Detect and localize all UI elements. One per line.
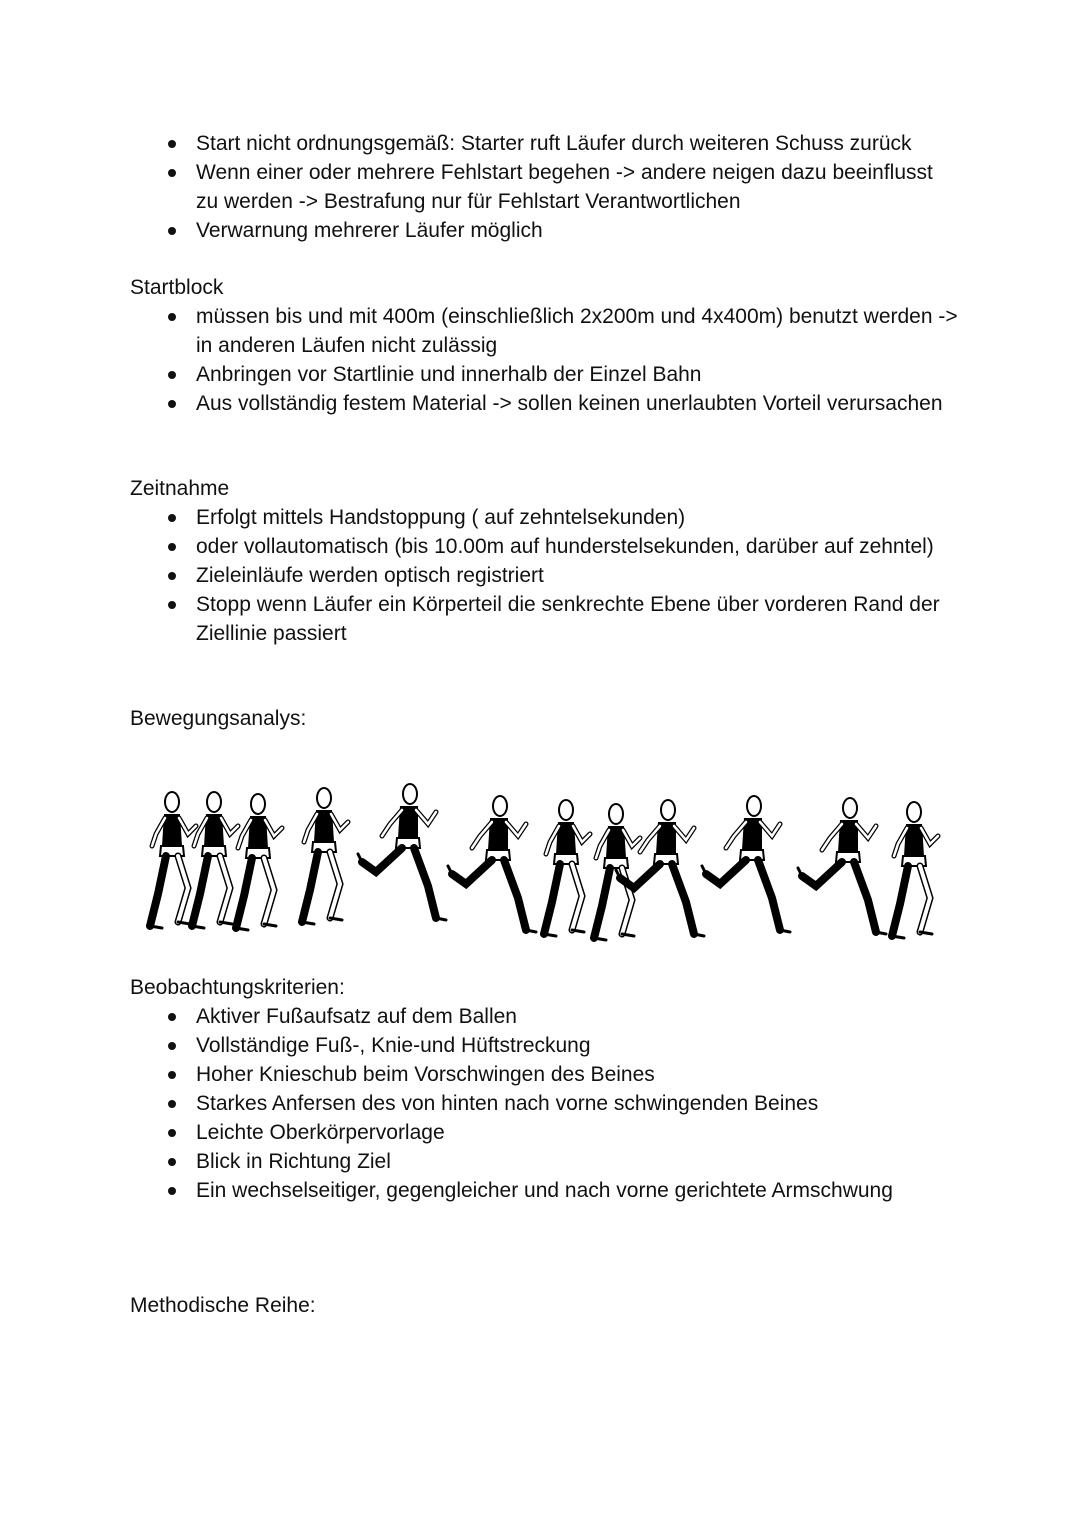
runner-figure xyxy=(236,794,282,930)
list-item: Aktiver Fußaufsatz auf dem Ballen xyxy=(130,1002,960,1031)
methodik-heading: Methodische Reihe: xyxy=(130,1294,316,1317)
startblock-heading: Startblock xyxy=(130,276,224,299)
beobachtung-list xyxy=(130,1002,960,1205)
bewegung-heading: Bewegungsanalys: xyxy=(130,707,307,730)
startblock-list xyxy=(130,302,960,418)
list-item: Erfolgt mittels Handstoppung ( auf zehntelsekunden) xyxy=(130,503,960,532)
list-item: Blick in Richtung Ziel xyxy=(130,1147,960,1176)
runner-figure xyxy=(302,788,348,924)
running-sequence-illustration xyxy=(134,772,946,948)
list-item: oder vollautomatisch (bis 10.00m auf hunderstelsekunden, darüber auf zehntel) xyxy=(130,532,960,561)
beobachtung-section xyxy=(130,973,960,1205)
zeitnahme-list xyxy=(130,503,960,648)
list-item: Anbringen vor Startlinie und innerhalb der Einzel Bahn xyxy=(130,360,960,389)
list-item: Vollständige Fuß-, Knie-und Hüftstreckung xyxy=(130,1031,960,1060)
bewegung-section xyxy=(130,704,960,733)
list-item: Wenn einer oder mehrere Fehlstart begehen -> andere neigen dazu beeinflusst zu werden -> Bestrafung nur für Fehlstart Verantwortlichen xyxy=(130,158,960,216)
beobachtung-heading: Beobachtungskriterien: xyxy=(130,976,345,999)
list-item: Ein wechselseitiger, gegengleicher und nach vorne gerichtete Armschwung xyxy=(130,1176,960,1205)
startblock-section xyxy=(130,273,960,418)
list-item: müssen bis und mit 400m (einschließlich 2x200m und 4x400m) benutzt werden -> in anderen Läufen nicht zulässig xyxy=(130,302,960,360)
list-item: Starkes Anfersen des von hinten nach vorne schwingenden Beines xyxy=(130,1089,960,1118)
zeitnahme-heading: Zeitnahme xyxy=(130,477,230,500)
list-item: Stopp wenn Läufer ein Körperteil die senkrechte Ebene über vorderen Rand der Ziellinie passiert xyxy=(130,590,960,648)
runner-figure xyxy=(544,800,590,936)
runner-figure xyxy=(892,802,938,938)
list-item: Aus vollständig festem Material -> sollen keinen unerlaubten Vorteil verursachen xyxy=(130,389,960,418)
runner-figure xyxy=(702,796,790,932)
runner-figure xyxy=(358,784,446,920)
methodik-section xyxy=(130,1291,960,1320)
runner-figure xyxy=(448,796,536,932)
list-item: Start nicht ordnungsgemäß: Starter ruft Läufer durch weiteren Schuss zurück xyxy=(130,129,960,158)
list-item: Leichte Oberkörpervorlage xyxy=(130,1118,960,1147)
list-item: Verwarnung mehrerer Läufer möglich xyxy=(130,216,960,245)
runner-figure xyxy=(150,792,196,928)
list-item: Zieleinläufe werden optisch registriert xyxy=(130,561,960,590)
list-item: Hoher Knieschub beim Vorschwingen des Beines xyxy=(130,1060,960,1089)
runner-figure xyxy=(798,798,886,934)
intro-section xyxy=(130,129,960,245)
intro-list xyxy=(130,129,960,245)
runner-figure xyxy=(192,792,238,928)
zeitnahme-section xyxy=(130,474,960,648)
